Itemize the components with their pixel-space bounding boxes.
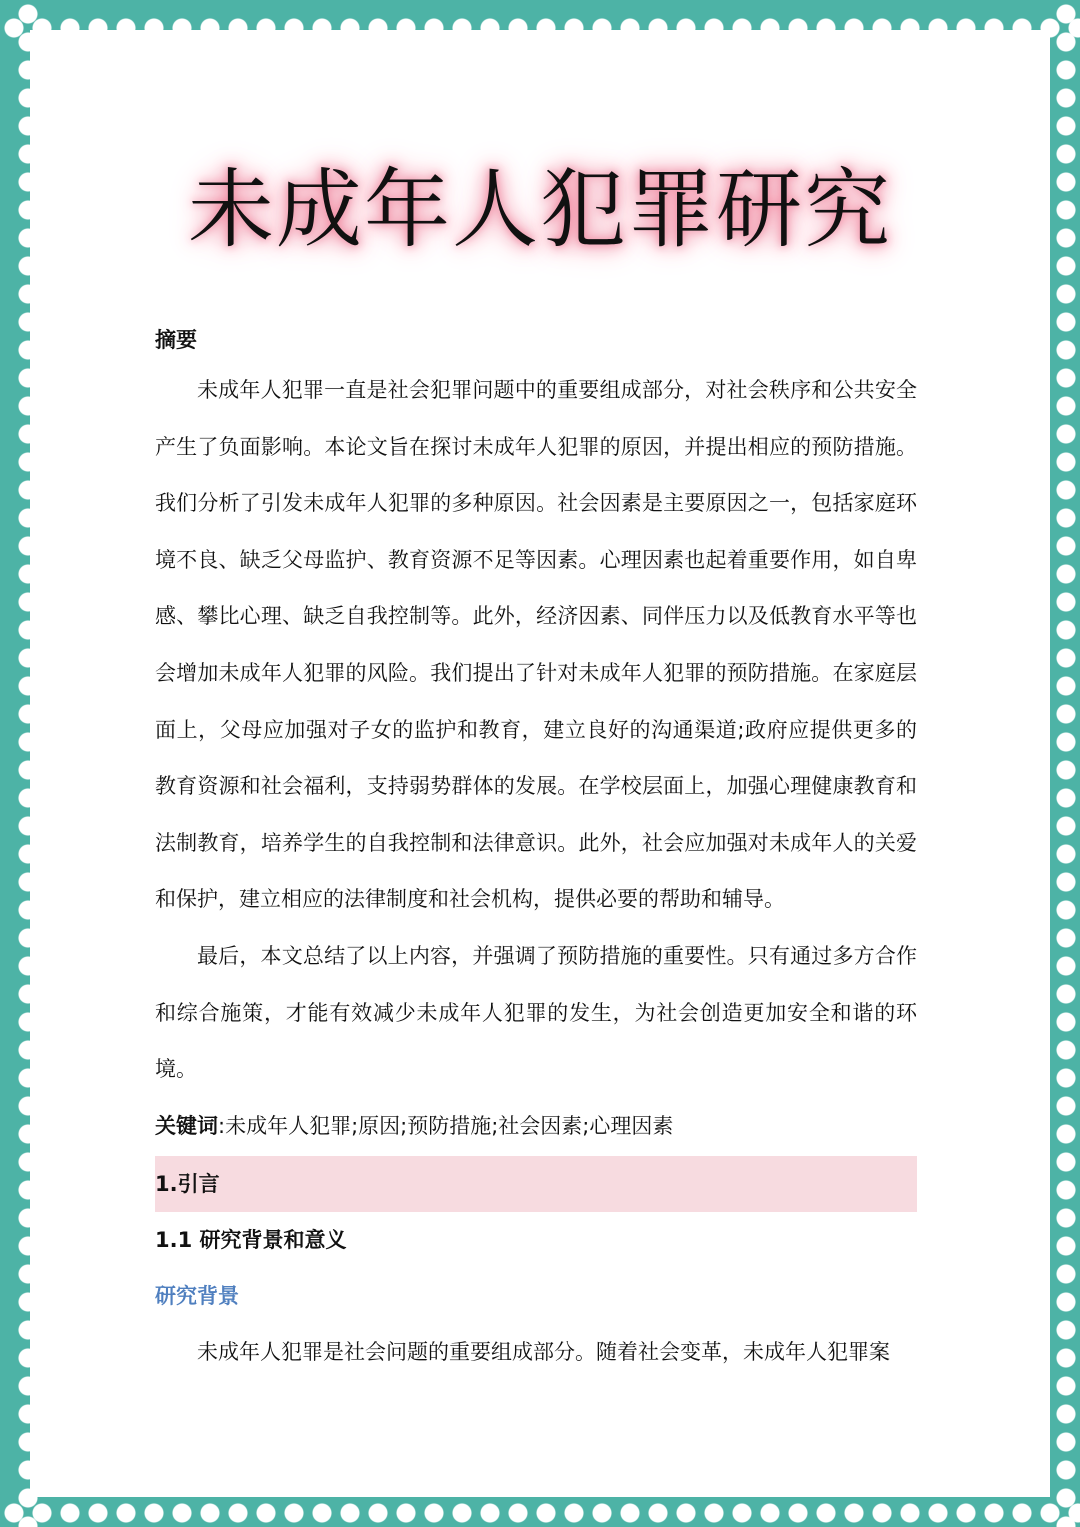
keywords-line [155,1098,917,1154]
document-title: 未成年人犯罪研究 [188,160,892,260]
abstract-paragraph-2: 最后，本文总结了以上内容，并强调了预防措施的重要性。只有通过多方合作和综合施策，才能有效减少未成年人犯罪的发生，为社会创造更加安全和谐的环境。 [155,943,917,1082]
subsection-heading-background: 1.1 研究背景和意义 [155,1227,347,1252]
abstract-heading: 摘要 [155,328,197,352]
section-heading-introduction: 1.引言 [155,1156,917,1212]
keywords-text: :未成年人犯罪;原因;预防措施;社会因素;心理因素 [218,1113,674,1138]
document-body [155,318,917,1380]
background-paragraph: 未成年人犯罪是社会问题的重要组成部分。随着社会变革，未成年人犯罪案 [197,1339,890,1364]
abstract-paragraph-1: 未成年人犯罪一直是社会犯罪问题中的重要组成部分，对社会秩序和公共安全产生了负面影响。本论文旨在探讨未成年人犯罪的原因，并提出相应的预防措施。我们分析了引发未成年人犯罪的多种原因。社会因素是主要原因之一，包括家庭环境不良、缺乏父母监护、教育资源不足等因素。心理因素也起着重要作用，如自卑感、攀比心理、缺乏自我控制等。此外，经济因素、同伴压力以及低教育水平等也会增加未成年人犯罪的风险。我们提出了针对未成年人犯罪的预防措施。在家庭层面上，父母应加强对子女的监护和教育，建立良好的沟通渠道;政府应提供更多的教育资源和社会福利，支持弱势群体的发展。在学校层面上，加强心理健康教育和法制教育，培养学生的自我控制和法律意识。此外，社会应加强对未成年人的关爱和保护，建立相应的法律制度和社会机构，提供必要的帮助和辅导。 [155,378,917,912]
subtitle-research-background: 研究背景 [155,1283,239,1308]
keywords-label: 关键词 [155,1113,218,1138]
